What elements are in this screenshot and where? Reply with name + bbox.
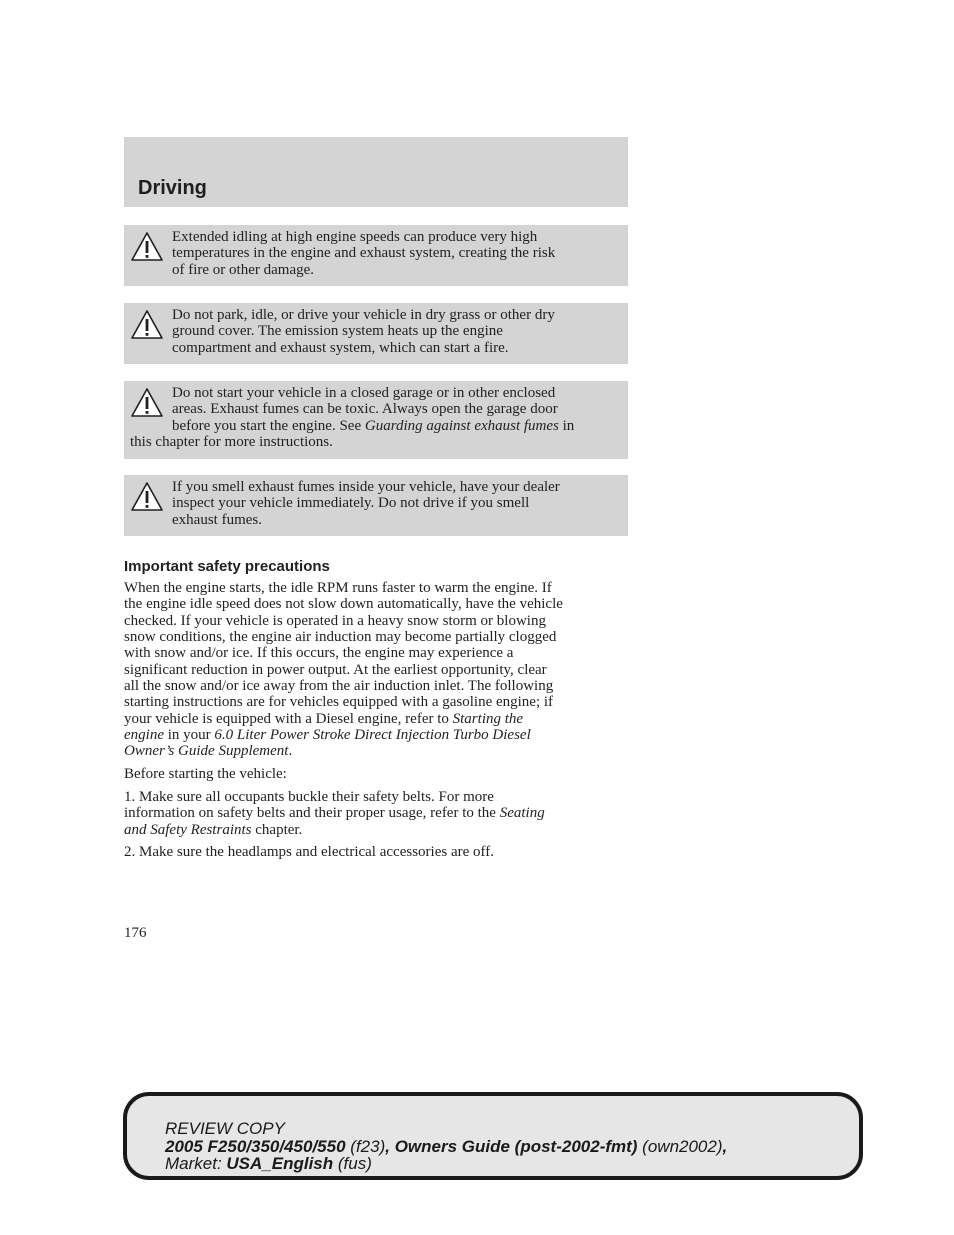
paragraph-line [124, 727, 634, 743]
paragraph-text: . [288, 743, 293, 760]
footer-market-line [165, 1155, 727, 1173]
paragraph-line [124, 743, 634, 759]
review-copy-label: REVIEW COPY [165, 1119, 285, 1138]
paragraph-line [124, 711, 634, 727]
paragraph-line: significant reduction in power output. At the earliest opportunity, clear [124, 661, 547, 678]
step-line [124, 822, 634, 838]
step-line: 2. Make sure the headlamps and electrical accessories are off. [124, 844, 494, 860]
warning-line [130, 418, 622, 434]
warning-line: Extended idling at high engine speeds can produce very high [172, 229, 538, 245]
warning-triangle-icon [130, 481, 164, 513]
paragraph-line: with snow and/or ice. If this occurs, the engine may experience a [124, 645, 514, 662]
warning-line: ground cover. The emission system heats up the engine [172, 323, 503, 340]
cross-reference-link: Starting the [452, 710, 524, 727]
cross-reference-link: Guarding against exhaust fumes [364, 417, 559, 434]
cross-reference-link: and Safety Restraints [124, 821, 252, 838]
warning-line: exhaust fumes. [172, 511, 262, 528]
warning-box-dry-grass [124, 303, 628, 364]
warning-triangle-icon [130, 231, 164, 263]
step-line [124, 805, 634, 821]
paragraph-line: checked. If your vehicle is operated in a heavy snow storm or blowing [124, 612, 546, 629]
paragraph-line: the engine idle speed does not slow down automatically, have the vehicle [124, 596, 563, 613]
warning-line: If you smell exhaust fumes inside your vehicle, have your dealer [172, 479, 560, 495]
review-copy-footer [123, 1092, 863, 1180]
footer-market-label: Market: [165, 1154, 227, 1173]
supplement-reference: Owner’s Guide Supplement [124, 743, 289, 760]
paragraph-line: starting instructions are for vehicles equipped with a gasoline engine; if [124, 694, 554, 711]
chapter-header-band [124, 137, 628, 207]
warning-line: inspect your vehicle immediately. Do not drive if you smell [172, 495, 530, 512]
paragraph-before-starting [124, 766, 634, 782]
paragraph-line: When the engine starts, the idle RPM runs faster to warm the engine. If [124, 580, 552, 596]
paragraph-idle-rpm [124, 580, 634, 760]
warning-line: temperatures in the engine and exhaust system, creating the risk [172, 245, 556, 262]
step-safety-belts [124, 789, 634, 838]
warning-box-exhaust-fumes [124, 475, 628, 536]
warning-text: in [558, 417, 575, 434]
footer-guide: , Owners Guide (post-2002-fmt) [385, 1136, 638, 1156]
footer-market: USA_English [226, 1154, 334, 1173]
warning-line: Do not start your vehicle in a closed garage or in other enclosed [172, 385, 556, 401]
paragraph-line: all the snow and/or ice away from the air induction inlet. The following [124, 678, 554, 695]
footer-review-label [165, 1120, 727, 1138]
warning-line: compartment and exhaust system, which can start a fire. [172, 339, 509, 356]
warning-triangle-icon [130, 387, 164, 419]
paragraph-text: in your [163, 727, 215, 744]
warning-line: Do not park, idle, or drive your vehicle in dry grass or other dry [172, 307, 555, 323]
warning-box-closed-garage [124, 381, 628, 459]
step-text: chapter. [251, 821, 303, 838]
paragraph-line: Before starting the vehicle: [124, 766, 287, 782]
warning-line: areas. Exhaust fumes can be toxic. Always open the garage door [172, 401, 558, 418]
cross-reference-link: engine [124, 727, 164, 744]
warning-line: of fire or other damage. [172, 261, 315, 278]
cross-reference-link: Seating [499, 805, 545, 822]
supplement-reference: 6.0 Liter Power Stroke Direct Injection Turbo Diesel [214, 727, 531, 744]
footer-text-block [165, 1120, 727, 1173]
footer-document-line [165, 1138, 727, 1156]
warning-line: this chapter for more instructions. [130, 434, 333, 451]
footer-model-code: (f23) [345, 1136, 386, 1156]
footer-comma: , [722, 1136, 728, 1156]
paragraph-text: your vehicle is equipped with a Diesel engine, refer to [124, 710, 453, 727]
step-line: 1. Make sure all occupants buckle their safety belts. For more [124, 789, 494, 805]
page-number: 176 [124, 925, 147, 941]
warning-text: before you start the engine. See [172, 417, 365, 434]
footer-market-code: (fus) [333, 1154, 372, 1173]
footer-model: 2005 F250/350/450/550 [165, 1136, 346, 1156]
chapter-title: Driving [138, 177, 207, 199]
warning-triangle-icon [130, 309, 164, 341]
paragraph-line: snow conditions, the engine air induction may become partially clogged [124, 629, 557, 646]
step-headlamps [124, 844, 634, 860]
step-text: information on safety belts and their proper usage, refer to the [124, 805, 500, 822]
footer-guide-code: (own2002) [637, 1136, 723, 1156]
section-heading: Important safety precautions [124, 558, 330, 575]
warning-box-idling [124, 225, 628, 286]
